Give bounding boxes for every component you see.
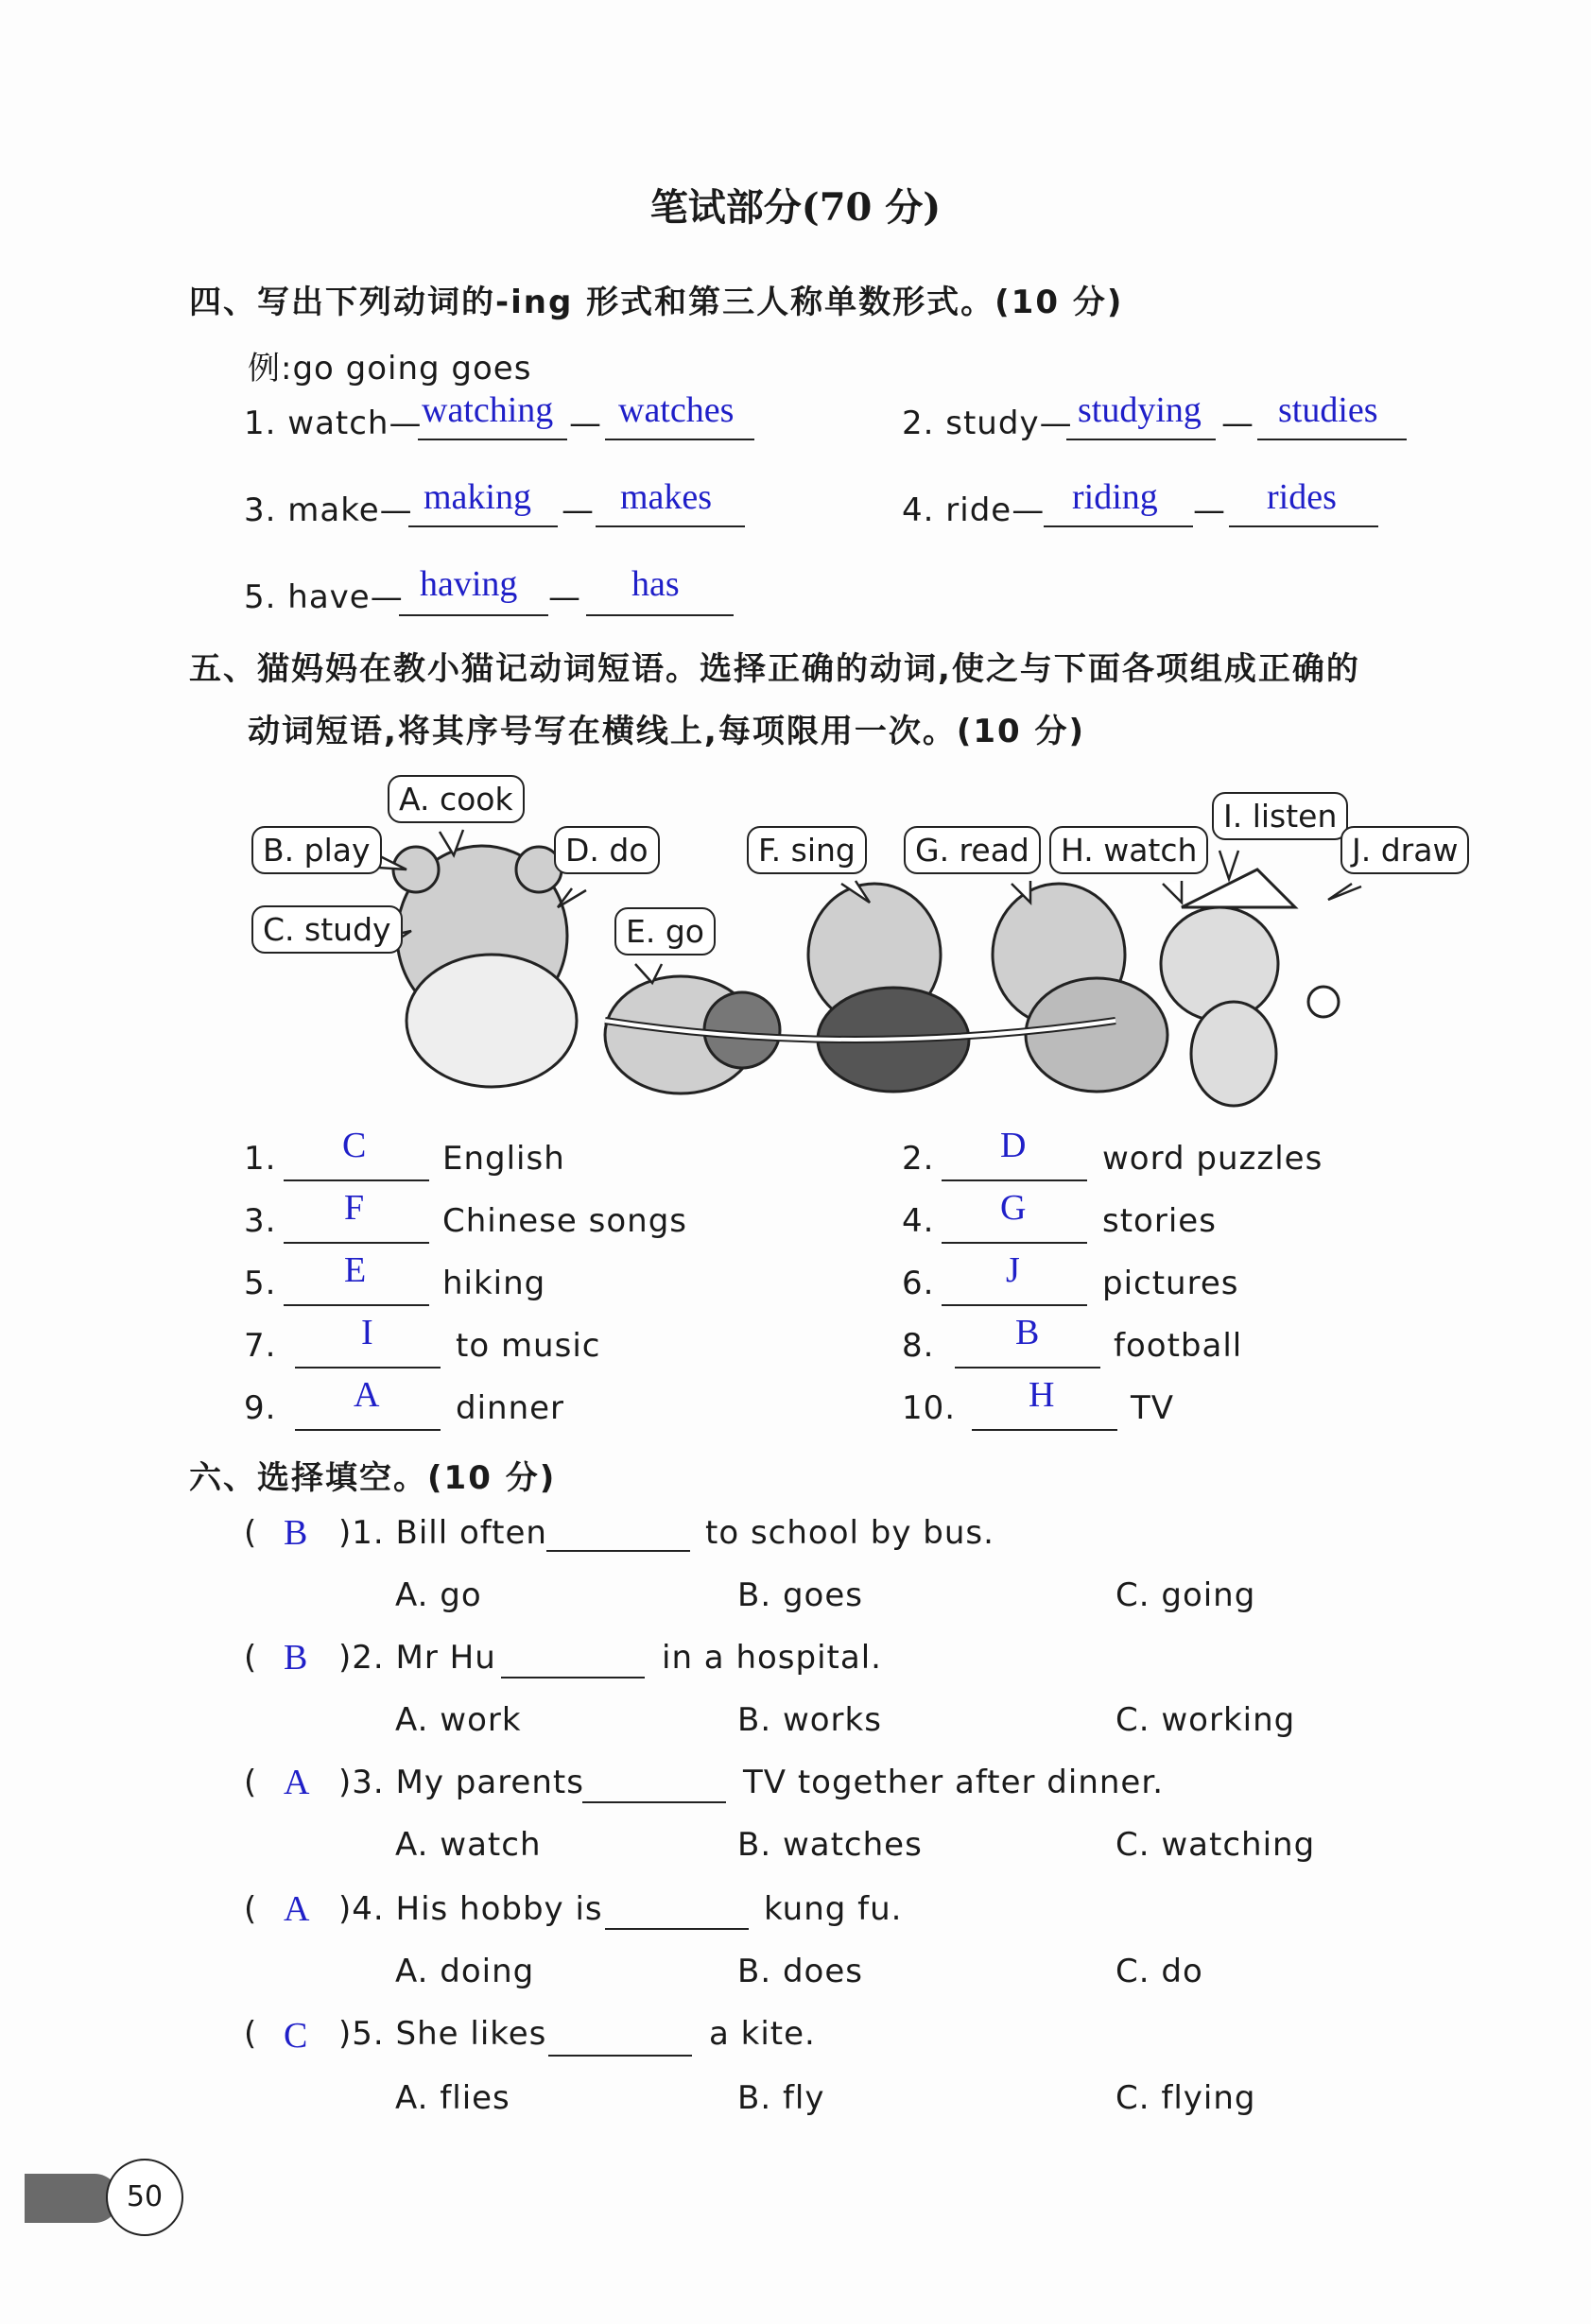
answer-blank-line: [605, 1928, 749, 1930]
text: )1. Bill often: [338, 1514, 547, 1552]
bubble-a: A. cook: [388, 775, 525, 823]
text: English: [442, 1140, 565, 1178]
text: football: [1114, 1327, 1243, 1365]
answer-ing: riding: [1072, 477, 1158, 517]
text: 2.: [902, 405, 935, 442]
answer: A: [284, 1889, 310, 1929]
answer-third: watches: [618, 390, 735, 430]
punctuation: —: [1221, 405, 1254, 442]
text: ride: [945, 491, 1012, 529]
text: 3.: [244, 491, 277, 529]
answer: E: [344, 1250, 367, 1290]
text: kung fu.: [764, 1890, 903, 1928]
punctuation: (: [244, 1639, 258, 1677]
answer-ing: studying: [1078, 390, 1202, 430]
answer-blank-line: [501, 1677, 645, 1678]
bubble-h: H. watch: [1049, 826, 1208, 874]
bubble-g: G. read: [904, 826, 1041, 874]
answer: J: [1006, 1250, 1020, 1290]
section5-heading-2: 动词短语,将其序号写在横线上,每项限用一次。(10 分): [248, 713, 1086, 750]
text: A. work: [395, 1701, 522, 1739]
text: B. goes: [737, 1576, 863, 1614]
text: C. watching: [1115, 1826, 1316, 1864]
bubble-j: J. draw: [1340, 826, 1469, 874]
answer-blank-line: [955, 1367, 1100, 1369]
answer-ing: making: [424, 477, 531, 517]
text: C. do: [1115, 1953, 1203, 1990]
answer-blank-line: [284, 1242, 429, 1244]
text: 10.: [902, 1389, 957, 1427]
answer-blank-line: [942, 1179, 1087, 1181]
text: C. flying: [1115, 2079, 1256, 2117]
answer-blank-line: [582, 1801, 726, 1803]
answer-blank-line: [546, 1550, 690, 1552]
text: 8.: [902, 1327, 935, 1365]
text: TV: [1131, 1389, 1175, 1427]
text: 4.: [902, 491, 935, 529]
text: study: [945, 405, 1040, 442]
answer: C: [342, 1126, 367, 1165]
section4-heading: 四、写出下列动词的-ing 形式和第三人称单数形式。(10 分): [189, 284, 1124, 321]
text: B. fly: [737, 2079, 825, 2117]
text: 5.: [244, 578, 277, 616]
punctuation: —: [562, 491, 595, 529]
text: 6.: [902, 1265, 935, 1302]
answer: A: [354, 1375, 380, 1415]
punctuation: —: [1193, 491, 1226, 529]
answer: F: [344, 1188, 365, 1228]
text: 3.: [244, 1202, 277, 1240]
text: TV together after dinner.: [743, 1764, 1165, 1801]
cats-drawing: [0, 0, 1591, 1134]
text: B. watches: [737, 1826, 923, 1864]
text: dinner: [456, 1389, 565, 1427]
punctuation: (: [244, 1764, 258, 1801]
answer: H: [1029, 1375, 1055, 1415]
text: 9.: [244, 1389, 277, 1427]
punctuation: (: [244, 1514, 258, 1552]
text: hiking: [442, 1265, 546, 1302]
answer-blank-line: [972, 1429, 1117, 1431]
punctuation: (: [244, 1890, 258, 1928]
answer: B: [1015, 1313, 1040, 1352]
answer: C: [284, 2016, 308, 2056]
text: B. works: [737, 1701, 882, 1739]
punctuation: —: [548, 578, 581, 616]
text: in a hospital.: [662, 1639, 882, 1677]
text: B. does: [737, 1953, 863, 1990]
punctuation: 2. study—: [902, 405, 1073, 442]
section6-heading: 六、选择填空。(10 分): [189, 1459, 557, 1497]
bubble-f: F. sing: [747, 826, 867, 874]
text: have: [287, 578, 371, 616]
page-number: 50: [106, 2159, 183, 2236]
text: to music: [456, 1327, 601, 1365]
answer: B: [284, 1638, 308, 1678]
text: A. doing: [395, 1953, 535, 1990]
text: stories: [1102, 1202, 1217, 1240]
text: a kite.: [709, 2015, 816, 2053]
text: make: [287, 491, 380, 529]
page-title: 笔试部分(70 分): [649, 185, 942, 230]
punctuation: —: [569, 405, 602, 442]
text: 1.: [244, 405, 277, 442]
answer-blank-line: [295, 1429, 441, 1431]
answer-blank-line: [284, 1304, 429, 1306]
text: A. watch: [395, 1826, 542, 1864]
punctuation: 5. have—: [244, 578, 404, 616]
answer-third: makes: [620, 477, 713, 517]
answer-ing: watching: [422, 390, 554, 430]
text: 7.: [244, 1327, 277, 1365]
answer-third: has: [631, 564, 680, 604]
answer: I: [361, 1313, 373, 1352]
punctuation: (: [244, 2015, 258, 2053]
punctuation: 3. make—: [244, 491, 413, 529]
answer-blank-line: [942, 1304, 1087, 1306]
bubble-c: C. study: [251, 905, 403, 954]
punctuation: 1. watch—: [244, 405, 423, 442]
punctuation: 4. ride—: [902, 491, 1046, 529]
text: C. working: [1115, 1701, 1296, 1739]
answer-third: studies: [1278, 390, 1378, 430]
text: C. going: [1115, 1576, 1256, 1614]
bubble-i: I. listen: [1212, 792, 1348, 840]
text: )5. She likes: [338, 2015, 547, 2053]
text: 4.: [902, 1202, 935, 1240]
answer-blank-line: [284, 1179, 429, 1181]
page-number-strip: [25, 2174, 119, 2223]
text: watch: [287, 405, 389, 442]
bubble-d: D. do: [554, 826, 660, 874]
text: )4. His hobby is: [338, 1890, 603, 1928]
text: pictures: [1102, 1265, 1239, 1302]
text: to school by bus.: [705, 1514, 994, 1552]
answer-blank-line: [942, 1242, 1087, 1244]
answer-third: rides: [1267, 477, 1337, 517]
text: word puzzles: [1102, 1140, 1323, 1178]
text: A. go: [395, 1576, 482, 1614]
text: )2. Mr Hu: [338, 1639, 496, 1677]
answer-ing: having: [420, 564, 518, 604]
bubble-b: B. play: [251, 826, 382, 874]
text: )3. My parents: [338, 1764, 584, 1801]
text: A. flies: [395, 2079, 510, 2117]
text: 2.: [902, 1140, 935, 1178]
bubble-e: E. go: [614, 907, 716, 955]
answer: G: [1000, 1188, 1027, 1228]
text: 1.: [244, 1140, 277, 1178]
text: Chinese songs: [442, 1202, 688, 1240]
answer-blank-line: [548, 2055, 692, 2057]
text: 5.: [244, 1265, 277, 1302]
section4-example: 例:go going goes: [248, 350, 532, 387]
answer: D: [1000, 1126, 1027, 1165]
answer-blank-line: [295, 1367, 441, 1369]
answer: B: [284, 1513, 308, 1553]
answer: A: [284, 1763, 310, 1802]
section5-heading-1: 五、猫妈妈在教小猫记动词短语。选择正确的动词,使之与下面各项组成正确的: [189, 650, 1360, 688]
